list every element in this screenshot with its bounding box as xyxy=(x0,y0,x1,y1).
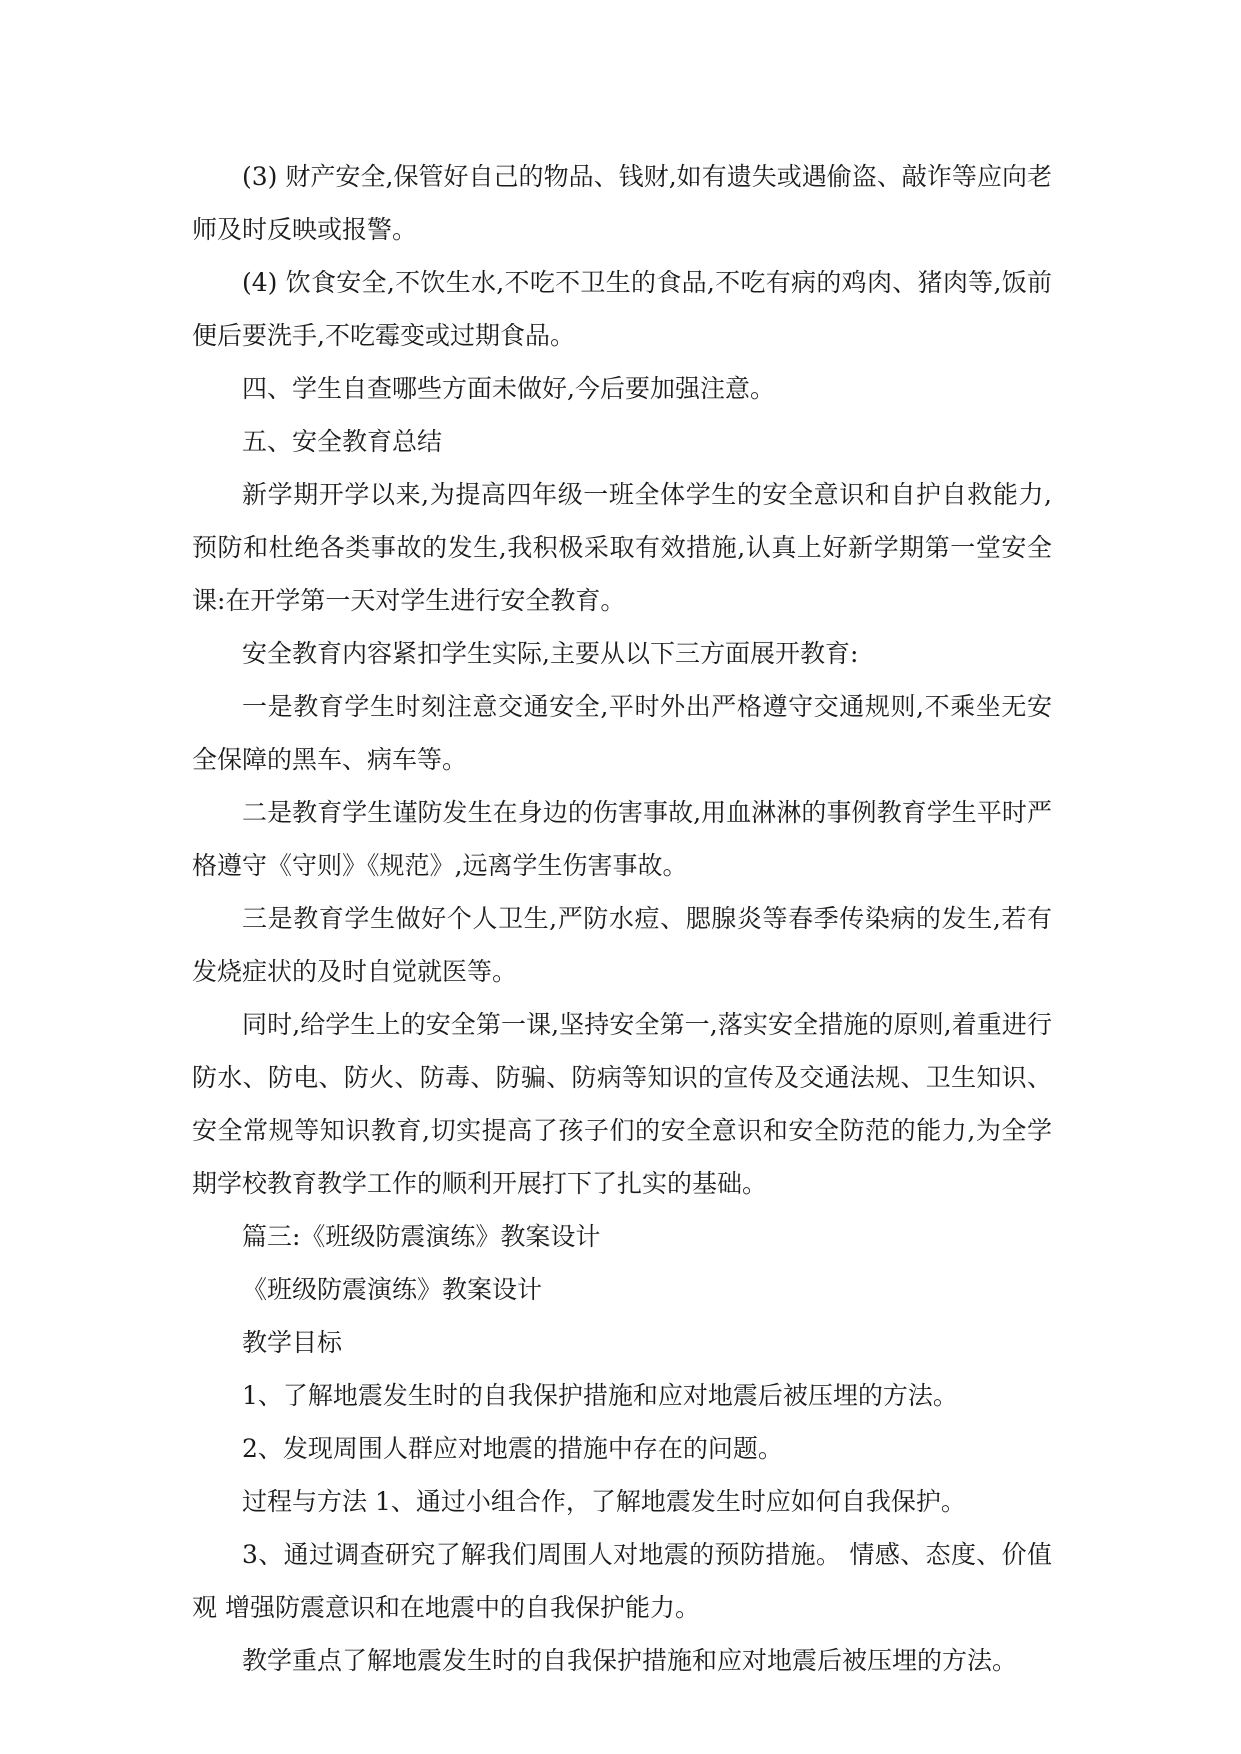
paragraph-food-safety: (4) 饮食安全,不饮生水,不吃不卫生的食品,不吃有病的鸡肉、猪肉等,饭前便后要洗手,不吃霉变或过期食品。 xyxy=(192,268,1052,350)
paragraph-first-lesson: 同时,给学生上的安全第一课,坚持安全第一,落实安全措施的原则,着重进行防水、防电、防火、防毒、防骗、防病等知识的宣传及交通法规、卫生知识、安全常规等知识教育,切实提高了孩子们的安全意识和安全防范的能力,为全学期学校教育教学工作的顺利开展打下了扎实的基础。 xyxy=(192,1010,1052,1198)
teaching-goals-heading: 教学目标 xyxy=(242,1328,343,1357)
goal-item-2: 2、发现周围人群应对地震的措施中存在的问题。 xyxy=(242,1434,783,1463)
paragraph-hygiene: 三是教育学生做好个人卫生,严防水痘、腮腺炎等春季传染病的发生,若有发烧症状的及时自觉就医等。 xyxy=(192,904,1052,986)
paragraph-self-check: 四、学生自查哪些方面未做好,今后要加强注意。 xyxy=(242,374,775,403)
paragraph-content-overview: 安全教育内容紧扣学生实际,主要从以下三方面展开教育: xyxy=(242,639,859,668)
section-heading-summary: 五、安全教育总结 xyxy=(242,427,443,456)
goal-item-3: 3、通过调查研究了解我们周围人对地震的预防措施。 情感、态度、价值观 增强防震意识和在地震中的自我保护能力。 xyxy=(192,1540,1052,1622)
process-method-item: 过程与方法 1、通过小组合作，了解地震发生时应如何自我保护。 xyxy=(242,1487,966,1516)
paragraph-accident-prevention: 二是教育学生谨防发生在身边的伤害事故,用血淋淋的事例教育学生平时严格遵守《守则》《规范》,远离学生伤害事故。 xyxy=(192,798,1052,880)
document-body xyxy=(192,150,1052,1687)
section-heading-part-three: 篇三:《班级防震演练》教案设计 xyxy=(242,1222,601,1251)
paragraph-summary-intro: 新学期开学以来,为提高四年级一班全体学生的安全意识和自护自救能力,预防和杜绝各类事故的发生,我积极采取有效措施,认真上好新学期第一堂安全课:在开学第一天对学生进行安全教育。 xyxy=(192,480,1052,615)
teaching-focus: 教学重点了解地震发生时的自我保护措施和应对地震后被压埋的方法。 xyxy=(242,1646,1018,1675)
goal-item-1: 1、了解地震发生时的自我保护措施和应对地震后被压埋的方法。 xyxy=(242,1381,958,1410)
paragraph-property-safety: (3) 财产安全,保管好自己的物品、钱财,如有遗失或遇偷盗、敲诈等应向老师及时反映或报警。 xyxy=(192,162,1052,244)
lesson-plan-title: 《班级防震演练》教案设计 xyxy=(242,1275,543,1304)
paragraph-traffic-safety: 一是教育学生时刻注意交通安全,平时外出严格遵守交通规则,不乘坐无安全保障的黑车、病车等。 xyxy=(192,692,1052,774)
